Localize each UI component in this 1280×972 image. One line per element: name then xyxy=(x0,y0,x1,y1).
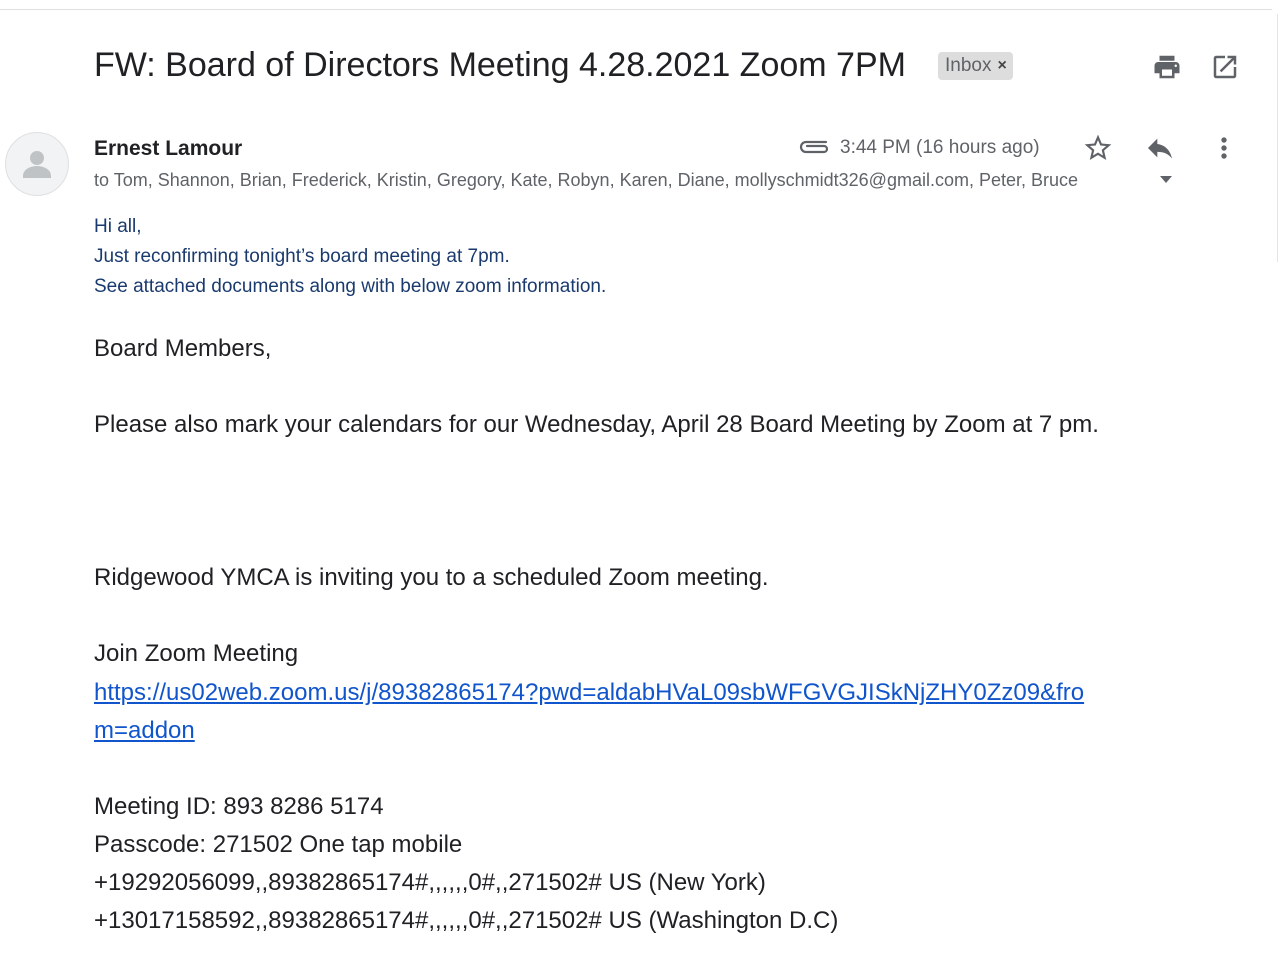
top-divider xyxy=(0,9,1272,10)
print-icon[interactable] xyxy=(1152,52,1182,82)
more-vert-icon[interactable] xyxy=(1208,132,1240,164)
dial-in-washington: +13017158592,,89382865174#,,,,,,0#,,271502# US (Washington D.C) xyxy=(94,907,839,934)
body-invite: Ridgewood YMCA is inviting you to a scheduled Zoom meeting. xyxy=(94,564,769,591)
attachment-icon xyxy=(798,136,832,158)
recipients-list: to Tom, Shannon, Brian, Frederick, Kristin, Gregory, Kate, Robyn, Karen, Diane, mollyschmidt326@gmail.com, Peter, Bruce xyxy=(94,170,1079,190)
sender-avatar[interactable] xyxy=(5,132,69,196)
intro-line: Hi all, xyxy=(94,216,142,237)
intro-line: Just reconfirming tonight’s board meeting at 7pm. xyxy=(94,246,510,267)
star-icon[interactable] xyxy=(1082,132,1114,164)
recipients-row xyxy=(94,168,1184,194)
label-text: Inbox xyxy=(945,55,992,76)
remove-label-button[interactable]: × xyxy=(997,57,1007,74)
reply-icon[interactable] xyxy=(1144,132,1176,164)
join-heading: Join Zoom Meeting xyxy=(94,640,299,667)
email-timestamp: 3:44 PM (16 hours ago) xyxy=(840,137,1040,158)
scrollbar-track[interactable] xyxy=(1277,14,1278,262)
passcode: Passcode: 271502 One tap mobile xyxy=(94,831,463,858)
forward-note xyxy=(94,212,606,302)
show-details-caret-icon[interactable] xyxy=(1160,176,1172,183)
intro-line: See attached documents along with below zoom information. xyxy=(94,276,607,297)
meeting-details xyxy=(94,788,838,940)
zoom-meeting-link[interactable]: https://us02web.zoom.us/j/89382865174?pwd=aldabHVaL09sbWFGVGJISkNjZHY0Zz09&from=addon xyxy=(94,679,1085,744)
email-subject: FW: Board of Directors Meeting 4.28.2021 Zoom 7PM xyxy=(94,46,906,84)
subject-row xyxy=(94,40,1254,90)
body-calendar-note: Please also mark your calendars for our Wednesday, April 28 Board Meeting by Zoom at 7 pm. xyxy=(94,411,1099,438)
dial-in-new-york: +19292056099,,89382865174#,,,,,,0#,,271502# US (New York) xyxy=(94,869,766,896)
sender-name[interactable]: Ernest Lamour xyxy=(94,137,243,160)
open-in-new-window-icon[interactable] xyxy=(1210,52,1240,82)
body-greeting: Board Members, xyxy=(94,335,272,362)
meeting-id: Meeting ID: 893 8286 5174 xyxy=(94,793,384,820)
inbox-label-chip[interactable] xyxy=(938,52,1013,80)
